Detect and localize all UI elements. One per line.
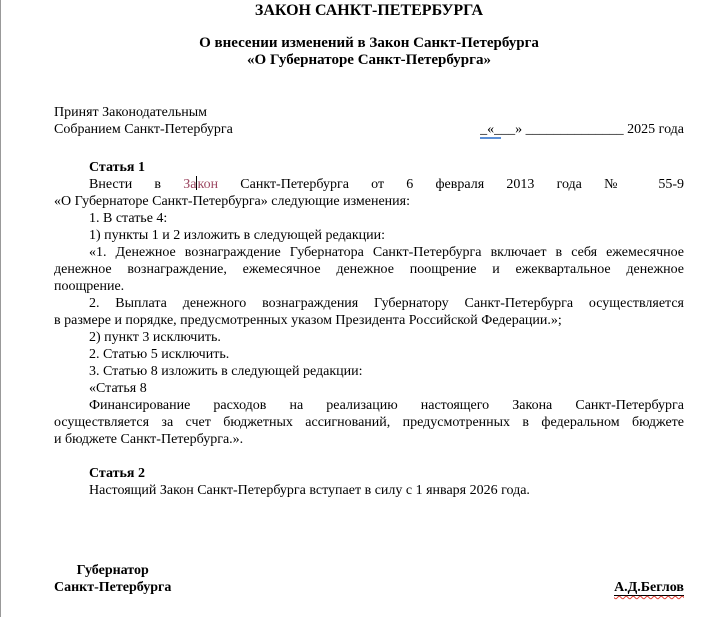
highlighted-word: кон xyxy=(197,177,219,192)
signature-name xyxy=(614,580,684,596)
date-year: 2025 года xyxy=(623,122,684,137)
document-title: ЗАКОН САНКТ-ПЕТЕРБУРГА xyxy=(254,2,484,19)
document-line: поощрение. xyxy=(54,279,125,294)
document-line: денежное вознаграждение, ежемесячное денежное поощрение и ежеквартальное денежное xyxy=(54,262,684,277)
document-line: 2. Выплата денежного вознаграждения Губернатору Санкт-Петербурга осуществляется xyxy=(89,296,684,311)
adoption-block xyxy=(54,104,684,138)
word: № xyxy=(604,177,637,192)
document-subtitle-line2: «О Губернаторе Санкт-Петербурга» xyxy=(247,52,491,68)
signature-name-text: А.Д.Беглов xyxy=(614,580,684,595)
grammar-underline-segment: _«_ xyxy=(480,122,502,137)
document-body xyxy=(54,159,684,499)
word: от xyxy=(371,177,385,192)
document-line: в размере и порядке, предусмотренных указом Президента Российской Федерации.»; xyxy=(54,313,562,328)
document-line: Статья 2 xyxy=(89,466,145,481)
document-line: Настоящий Закон Санкт-Петербурга вступает в силу с 1 января 2026 года. xyxy=(89,483,530,498)
blank-line xyxy=(54,448,684,465)
document-subtitle-line1: О внесении изменений в Закон Санкт-Петербурга xyxy=(199,35,539,51)
signature-title-line1: Губернатор xyxy=(76,563,149,578)
word: 55-9 xyxy=(658,177,685,192)
date-blank-quote-close: __» xyxy=(501,122,526,137)
signature-title-line2: Санкт-Петербурга xyxy=(54,580,172,595)
document-line: Статья 1 xyxy=(89,160,145,175)
document-line: «О Губернаторе Санкт-Петербурга» следующие изменения: xyxy=(54,194,410,209)
signature-block xyxy=(54,562,684,596)
document-line: «Статья 8 xyxy=(89,381,147,396)
document-line xyxy=(54,176,684,193)
adoption-line1: Принят Законодательным xyxy=(54,105,207,120)
document-line: 2. Статью 5 исключить. xyxy=(89,347,230,362)
document-line: 1. В статье 4: xyxy=(89,211,168,226)
document-line: «1. Денежное вознаграждение Губернатора Санкт-Петербурга включает в себя ежемесячное xyxy=(89,245,684,260)
adoption-line2: Собранием Санкт-Петербурга xyxy=(54,122,233,137)
word: 6 xyxy=(406,177,414,192)
signature-title-block xyxy=(54,562,171,596)
adoption-date-blank xyxy=(480,121,684,138)
signature-name-underlines xyxy=(614,580,684,596)
document-line: 3. Статью 8 изложить в следующей редакции: xyxy=(89,364,363,379)
word: года xyxy=(556,177,582,192)
word: 2013 xyxy=(506,177,535,192)
date-blank-month-line: ______________ xyxy=(525,122,624,137)
word: в xyxy=(154,177,162,192)
highlighted-word: За xyxy=(183,177,197,192)
adoption-left-block xyxy=(54,104,233,138)
document-line: 2) пункт 3 исключить. xyxy=(89,330,221,345)
document-line: Финансирование расходов на реализацию настоящего Закона Санкт-Петербурга xyxy=(89,398,684,413)
word: Внести xyxy=(89,177,133,192)
word: Санкт-Петербурга xyxy=(240,177,349,192)
document-line: 1) пункты 1 и 2 изложить в следующей редакции: xyxy=(89,228,386,243)
word: февраля xyxy=(435,177,485,192)
document-line: и бюджете Санкт-Петербурга.». xyxy=(54,432,244,447)
document-line: осуществляется за счет бюджетных ассигнований, предусмотренных в федеральном бюджете xyxy=(54,415,684,430)
